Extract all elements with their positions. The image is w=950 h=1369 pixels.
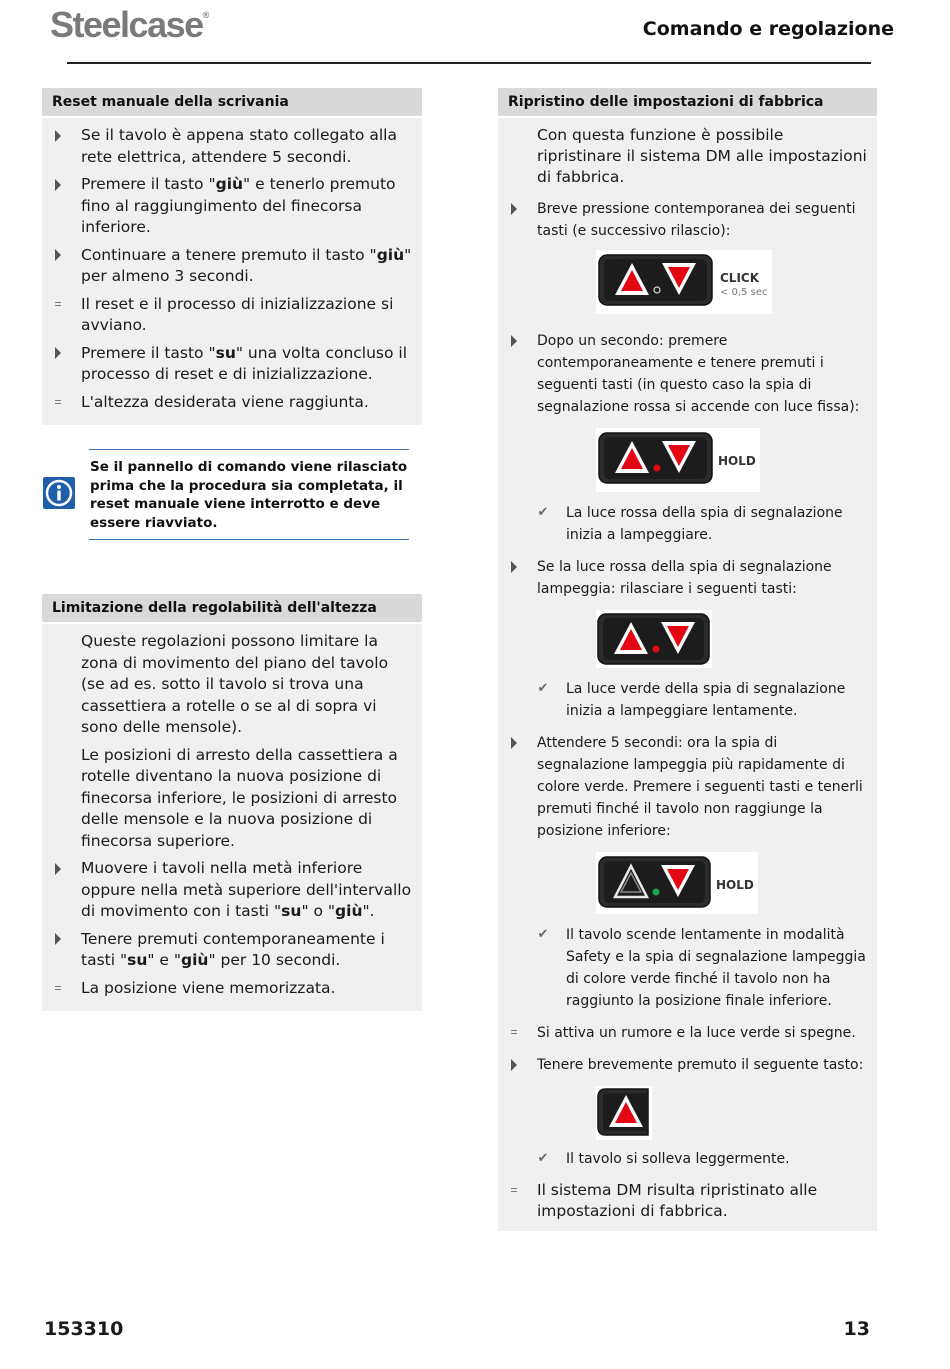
click-duration-label: < 0,5 sec [720, 287, 768, 298]
note-bottom-divider [89, 539, 409, 540]
page-number: 13 [843, 1318, 870, 1340]
step-marker [51, 343, 65, 364]
step-arrow-icon [511, 561, 517, 573]
list-item [42, 929, 422, 972]
reset-section [42, 88, 422, 425]
list-item [42, 343, 422, 386]
click-label: CLICK [720, 271, 760, 285]
button-panel-figure-hold-red [596, 428, 877, 492]
steelcase-logo: Steelcase® [50, 4, 210, 45]
list-item-text: Le posizioni di arresto della cassettiera a rotelle diventano la nuova posizione di finecorsa inferiore, le posizioni di arresto delle mensole e la nuova posizione di finecorsa superiore. [81, 745, 398, 850]
button-panel-figure-click [596, 250, 877, 314]
list-item [42, 245, 422, 288]
key-name: giù [215, 175, 244, 193]
result-marker: = [54, 296, 62, 311]
step-marker [51, 245, 65, 266]
info-note [42, 449, 412, 541]
list-item-text: Queste regolazioni possono limitare la zona di movimento del piano del tavolo (se ad es. sotto il tavolo si trova una cassettiera a rotelle o se al di sopra vi sono delle mensole). [81, 632, 389, 736]
step-marker [51, 858, 65, 879]
key-name: giù [335, 902, 363, 920]
key-name: su [281, 902, 302, 920]
list-item-text: L'altezza desiderata viene raggiunta. [81, 392, 369, 411]
factory-reset-section [498, 88, 877, 1231]
list-item [42, 858, 422, 923]
key-name: giù [181, 951, 209, 969]
factory-check-3: ✔ Il tavolo scende lentamente in modalità Safety e la spia di segnalazione lampeggia di colore verde finché il tavolo non ha raggiunto la posizione finale inferiore. [498, 924, 877, 1012]
list-item-text: Se il tavolo è appena stato collegato alla rete elettrica, attendere 5 secondi. [81, 126, 397, 166]
list-item [42, 631, 422, 739]
factory-result-2: = Il sistema DM risulta ripristinato alle impostazioni di fabbrica. [498, 1180, 877, 1222]
button-panel-figure-up [596, 1086, 877, 1140]
hold-label: HOLD [718, 454, 756, 468]
result-marker: = [54, 980, 62, 995]
factory-step-2: Dopo un secondo: premere contemporaneamente e tenere premuti i seguenti tasti (in questo caso la spia di segnalazione rossa si accende con luce fissa): [498, 330, 877, 418]
list-item [42, 745, 422, 853]
factory-intro: Con questa funzione è possibile ripristinare il sistema DM alle impostazioni di fabbrica. [537, 126, 867, 186]
note-top-divider [89, 449, 409, 450]
list-item-text: Il reset e il processo di inizializzazione si avviano. [81, 294, 394, 334]
step-marker [51, 929, 65, 950]
step-arrow-icon [55, 347, 61, 359]
info-icon [43, 477, 75, 509]
step-marker [51, 174, 65, 195]
list-item [42, 294, 422, 337]
list-item [42, 174, 422, 239]
list-item-text: Premere il tasto "su" una volta concluso il processo di reset e di inizializzazione. [81, 343, 408, 383]
check-icon: ✔ [537, 1151, 549, 1166]
list-item-text: La posizione viene memorizzata. [81, 978, 336, 997]
height-limit-section [42, 594, 422, 1011]
step-arrow-icon [55, 249, 61, 261]
key-name: su [215, 343, 236, 362]
result-marker: = [510, 1025, 518, 1039]
check-icon: ✔ [537, 681, 549, 696]
reset-steps-list [42, 118, 422, 425]
status-led-red [653, 646, 660, 653]
step-arrow-icon [55, 863, 61, 875]
status-led-green [653, 889, 660, 896]
factory-step-5: Tenere brevemente premuto il seguente tasto: [498, 1054, 877, 1076]
factory-step-1: Breve pressione contemporanea dei seguenti tasti (e successivo rilascio): [498, 198, 877, 242]
step-arrow-icon [55, 933, 61, 945]
list-item-text: Continuare a tenere premuto il tasto "giù" per almeno 3 secondi. [81, 245, 412, 285]
step-arrow-icon [511, 1059, 517, 1071]
status-led-red [654, 465, 661, 472]
reset-section-title: Reset manuale della scrivania [42, 88, 422, 118]
result-marker: = [510, 1183, 518, 1197]
list-item [42, 978, 422, 1000]
factory-result-1: = Si attiva un rumore e la luce verde si spegne. [498, 1022, 877, 1044]
list-item-text: Muovere i tavoli nella metà inferiore oppure nella metà superiore dell'intervallo di movimento con i tasti "su" o "giù". [81, 859, 412, 920]
document-number: 153310 [44, 1318, 124, 1340]
key-name: su [127, 951, 148, 969]
list-item [42, 392, 422, 414]
key-name: giù [376, 245, 405, 264]
factory-check-1: ✔ La luce rossa della spia di segnalazione inizia a lampeggiare. [498, 502, 877, 546]
step-arrow-icon [55, 130, 61, 142]
list-item [42, 125, 422, 168]
step-marker [51, 125, 65, 146]
result-marker: = [54, 394, 62, 409]
step-arrow-icon [511, 203, 517, 215]
height-limit-section-title: Limitazione della regolabilità dell'altezza [42, 594, 422, 624]
button-panel-figure-release [596, 610, 877, 668]
list-item-text: Tenere premuti contemporaneamente i tasti "su" e "giù" per 10 secondi. [81, 929, 385, 969]
step-arrow-icon [511, 737, 517, 749]
factory-check-2: ✔ La luce verde della spia di segnalazione inizia a lampeggiare lentamente. [498, 678, 877, 722]
step-arrow-icon [511, 335, 517, 347]
list-item-text: Premere il tasto "giù" e tenerlo premuto fino al raggiungimento del finecorsa inferiore. [81, 175, 396, 236]
header-divider [67, 62, 871, 64]
factory-step-4: Attendere 5 secondi: ora la spia di segnalazione lampeggia più rapidamente di colore verde. Premere i seguenti tasti e tenerli premuti finché il tavolo non raggiunge la posizione inferiore: [498, 732, 877, 842]
factory-check-4: ✔ Il tavolo si solleva leggermente. [498, 1148, 877, 1170]
factory-step-3: Se la luce rossa della spia di segnalazione lampeggia: rilasciare i seguenti tasti: [498, 556, 877, 600]
page-title: Comando e regolazione [642, 18, 894, 40]
button-panel-figure-hold-green [596, 852, 877, 914]
check-icon: ✔ [537, 927, 549, 942]
factory-reset-section-title: Ripristino delle impostazioni di fabbrica [498, 88, 877, 118]
height-limit-list [42, 624, 422, 1011]
check-icon: ✔ [537, 505, 549, 520]
hold-label: HOLD [716, 878, 754, 892]
step-arrow-icon [55, 179, 61, 191]
note-text: Se il pannello di comando viene rilasciato prima che la procedura sia completata, il reset manuale viene interrotto e deve essere riavviato. [90, 459, 408, 531]
